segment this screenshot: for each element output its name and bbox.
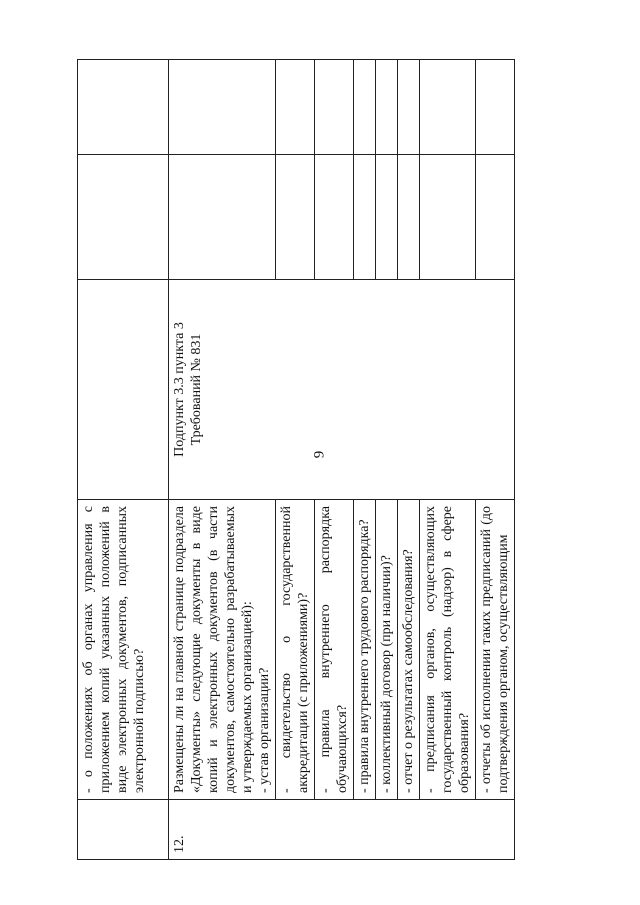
empty-cell	[315, 60, 354, 155]
question-item: - отчет о результатах самообследования?	[401, 549, 416, 793]
question-cell-main	[169, 500, 276, 800]
question-item: - правила внутреннего трудового распорядка?	[357, 519, 372, 793]
empty-cell	[398, 155, 420, 280]
question-item: - устав организации?	[257, 667, 272, 793]
empty-cell	[476, 155, 515, 280]
requirements-table	[77, 59, 515, 860]
question-item: - предписания органов, осуществляющих государственный контроль (надзор) в сфере образования?	[423, 506, 472, 793]
empty-cell	[78, 155, 169, 280]
question-item: - отчеты об исполнении таких предписаний (до подтверждения органом, осуществляющим	[479, 506, 511, 793]
cell-number-empty	[78, 800, 169, 860]
page-number: 9	[311, 450, 328, 459]
question-text-prev: - о положениях об органах управления с приложением копий указанных положений в виде электронных документов, подписанных электронной подписью?	[81, 506, 147, 793]
question-item-cell	[315, 500, 354, 800]
empty-cell	[376, 60, 398, 155]
question-item-cell	[398, 500, 420, 800]
reference-cell	[169, 280, 515, 500]
question-item: - свидетельство о государственной аккредитации (с приложениями)?	[279, 506, 311, 793]
empty-cell	[420, 60, 476, 155]
empty-cell	[476, 60, 515, 155]
question-main-text: Размещены ли на главной странице подраздела «Документы» следующие документы в виде копий и электронных документов (в части документов, самостоятельно разрабатываемых и утверждаемых организацией):	[172, 506, 255, 793]
empty-cell	[398, 60, 420, 155]
question-item-cell	[376, 500, 398, 800]
row-number-cell	[169, 800, 515, 860]
empty-cell	[169, 60, 276, 155]
table-row-prev	[78, 60, 169, 860]
empty-cell	[276, 155, 315, 280]
empty-cell	[354, 155, 376, 280]
question-item-cell	[276, 500, 315, 800]
question-item-cell	[420, 500, 476, 800]
table-row-12-head	[169, 60, 276, 860]
empty-cell	[354, 60, 376, 155]
reference-cell-prev	[78, 280, 169, 500]
row-number: 12.	[172, 835, 187, 853]
question-item-cell	[354, 500, 376, 800]
empty-cell	[276, 60, 315, 155]
reference-text: Подпункт 3.3 пункта 3 Требований № 831	[172, 322, 204, 457]
empty-cell	[315, 155, 354, 280]
question-item-cell	[476, 500, 515, 800]
rotated-table-frame	[77, 60, 552, 860]
empty-cell	[78, 60, 169, 155]
empty-cell	[376, 155, 398, 280]
empty-cell	[169, 155, 276, 280]
question-item: - правила внутреннего распорядка обучающихся?	[318, 506, 350, 793]
empty-cell	[420, 155, 476, 280]
question-cell-prev	[78, 500, 169, 800]
question-item: - коллективный договор (при наличии)?	[379, 555, 394, 793]
